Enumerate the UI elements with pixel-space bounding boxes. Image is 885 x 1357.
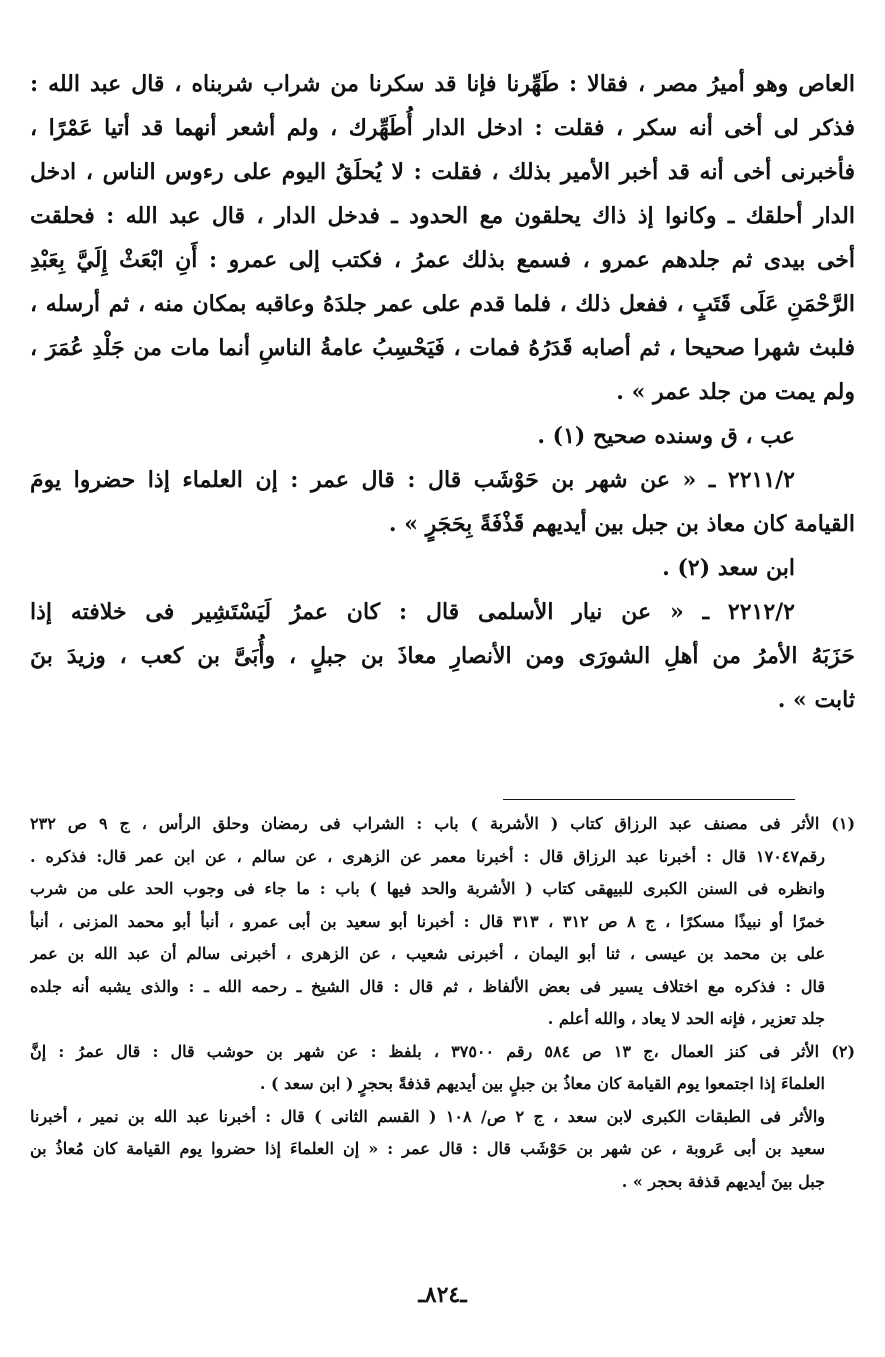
footnote-separator xyxy=(503,799,795,800)
footnote-line: وانظره فى السنن الكبرى للبيهقى كتاب ( الأشربة والحد فيها ) باب : ما جاء فى وجوب الحد على من شرب xyxy=(30,879,826,898)
page-number: ـ٨٢٤ـ xyxy=(418,1282,467,1308)
footnote-line: جلد تعزير ، فإنه الحد لا يعاد ، والله أعلم . xyxy=(547,1009,825,1028)
footnote-line: العلماءَ إذا اجتمعوا يوم القيامة كان معاذُ بن جبلٍ بين أيديهم قذفةً بحجرٍ ( ابن سعد ) . xyxy=(259,1074,825,1093)
source-citation: عب ، ق وسنده صحيح (١) . xyxy=(537,423,795,449)
text-line: أخى بيدى ثم جلدهم عمرو ، فسمع بذلك عمرُ ، فكتب إلى عمرو : أَنِ ابْعَثْ إِلَيَّ بِعَبْدِ xyxy=(30,247,855,273)
hadith-heading-2211: ٢٢١١/٢ ـ « عن شهر بن حَوْشَب قال : قال عمر : إن العلماء إذا حضروا يومَ xyxy=(30,467,795,493)
footnote-line: قال : فذكره مع اختلاف يسير فى بعض الألفاظ ، ثم قال : قال الشيخ ـ رحمه الله ـ : والذى يشبه أنه جلده xyxy=(30,976,825,996)
main-text xyxy=(30,62,855,722)
footnote-line: رقم١٧٠٤٧ قال : أخبرنا عبد الرزاق قال : أخبرنا معمر عن الزهرى ، عن سالم ، عن ابن عمر قال: فذكره . xyxy=(30,846,825,866)
text-line: حَزَبَهُ الأمرُ من أهلِ الشورَى ومن الأنصارِ معاذَ بن جبلٍ ، وأُبَىَّ بن كعب ، وزيدَ بنَ xyxy=(30,643,855,669)
text-line: فذكر لى أخى أنه سكر ، فقلت : ادخل الدار أُطَهِّرك ، ولم أشعر أنهما قد أتيا عَمْرًا ، xyxy=(30,115,855,141)
footnote-line: سعيد بن أبى عَروبة ، عن شهر بن حَوْشَب قال : قال عمر : « إن العلماءَ إذا حضروا يوم القيامة كان مُعاذُ بن xyxy=(30,1139,825,1158)
footnote-line: على بن محمد بن عيسى ، ثنا أبو اليمان ، أخبرنى شعيب ، عن الزهرى ، أخبرنى سالم أن عبد الله بن عمر xyxy=(30,944,825,963)
text-line: الرَّحْمَنِ عَلَى قَتَبٍ ، ففعل ذلك ، فلما قدم على عمر جلدَهُ وعاقبه بمكان منه ، ثم أرسله ، xyxy=(30,291,855,317)
footnote-line: جبل بينَ أيديهم قذفة بحجر » . xyxy=(621,1171,825,1191)
text-line: فأخبرنى أخى أنه قد أخبر الأمير بذلك ، فقلت : لا يُحلَقُ اليوم على رءوس الناس ، ادخل xyxy=(30,159,855,185)
text-line: ثابت » . xyxy=(777,687,855,713)
footnote-line: خمرًا أو نبيذًا مسكرًا ، ج ٨ ص ٣١٢ ، ٣١٣ قال : أخبرنا أبو سعيد بن أبى عمرو ، أنبأ أبو محمد المزنى ، أنبأ xyxy=(30,911,826,931)
footnote-line: (٢) الأثر فى كنز العمال ،ج ١٣ ص ٥٨٤ رقم ٣٧٥٠٠ ، بلفظ : عن شهر بن حوشب قال : قال عمرُ : إنَّ xyxy=(30,1041,855,1061)
footnote-line: (١) الأثر فى مصنف عبد الرزاق كتاب ( الأشربة ) باب : الشراب فى رمضان وحلق الرأس ، ج ٩ ص ٢٣٢ xyxy=(30,814,855,833)
source-citation: ابن سعد (٢) . xyxy=(662,555,795,581)
hadith-heading-2212: ٢٢١٢/٢ ـ « عن نيار الأسلمى قال : كان عمرُ لَيَسْتَشِير فى خلافته إذا xyxy=(30,599,795,625)
footnotes xyxy=(30,808,855,1198)
text-line: الدار أحلقك ـ وكانوا إذ ذاك يحلقون مع الحدود ـ فدخل الدار ، قال عبد الله : فحلقت xyxy=(30,203,855,229)
text-line: القيامة كان معاذ بن جبل بين أيديهم قَذْفَةً بِحَجَرٍ » . xyxy=(388,511,855,537)
text-line: فلبث شهرا صحيحا ، ثم أصابه قَدَرُهُ فمات ، فَيَحْسِبُ عامةُ الناسِ أنما مات من جَلْدِ عُمَرَ ، xyxy=(30,335,855,361)
text-line: العاص وهو أميرُ مصر ، فقالا : طَهِّرنا فإنا قد سكرنا من شراب شربناه ، قال عبد الله : xyxy=(30,71,855,97)
text-line: ولم يمت من جلد عمر » . xyxy=(616,379,855,405)
footnote-line: والأثر فى الطبقات الكبرى لابن سعد ، ج ٢ ص/ ١٠٨ ( القسم الثانى ) قال : أخبرنا عبد الله بن نمير ، أخبرنا xyxy=(30,1106,826,1126)
